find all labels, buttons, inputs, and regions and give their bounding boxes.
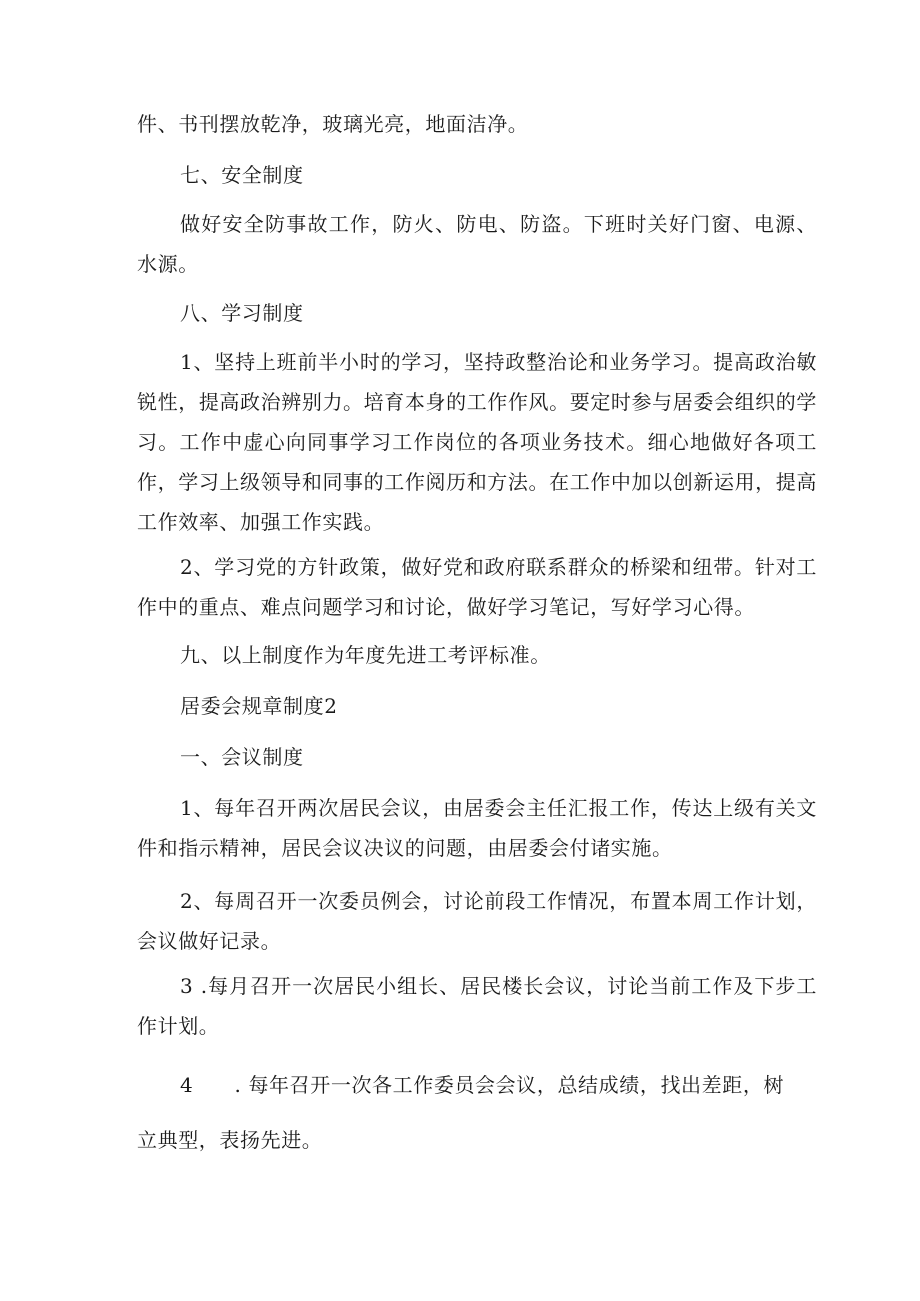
paragraph-meeting-2: 2、每周召开一次委员例会，讨论前段工作情况，布置本周工作计划，会议做好记录。 bbox=[137, 889, 817, 953]
section-heading-meeting: 一、会议制度 bbox=[180, 745, 304, 769]
document-subtitle: 居委会规章制度2 bbox=[180, 694, 338, 718]
paragraph-meeting-3: 3 .每月召开一次居民小组长、居民楼长会议，讨论当前工作及下步工作计划。 bbox=[137, 974, 817, 1038]
paragraph-meeting-4: 4 . 每年召开一次各工作委员会会议，总结成绩，找出差距，树 bbox=[180, 1073, 785, 1097]
paragraph-study-1: 1、坚持上班前半小时的学习，坚持政整治论和业务学习。提高政治敏锐性，提高政治辨别力。培育本身的工作作风。要定时参与居委会组织的学习。工作中虚心向同事学习工作岗位的各项业务技术。细心地做好各项工作，学习上级领导和同事的工作阅历和方法。在工作中加以创新运用，提高工作效率、加强工作实践。 bbox=[137, 350, 817, 534]
paragraph-continuation: 件、书刊摆放乾净，玻璃光亮，地面洁净。 bbox=[137, 112, 529, 136]
paragraph-meeting-1: 1、每年召开两次居民会议，由居委会主任汇报工作，传达上级有关文件和指示精神，居民会议决议的问题，由居委会付诸实施。 bbox=[137, 796, 817, 860]
paragraph-safety: 做好安全防事故工作，防火、防电、防盗。下班时关好门窗、电源、水源。 bbox=[137, 212, 817, 276]
section-heading-nine: 九、以上制度作为年度先进工考评标准。 bbox=[180, 643, 551, 667]
paragraph-study-2: 2、学习党的方针政策，做好党和政府联系群众的桥梁和纽带。针对工作中的重点、难点问题学习和讨论，做好学习笔记，写好学习心得。 bbox=[137, 555, 817, 619]
paragraph-meeting-4-continuation: 立典型，表扬先进。 bbox=[137, 1128, 323, 1152]
section-heading-safety: 七、安全制度 bbox=[180, 163, 304, 187]
section-heading-study: 八、学习制度 bbox=[180, 301, 304, 325]
